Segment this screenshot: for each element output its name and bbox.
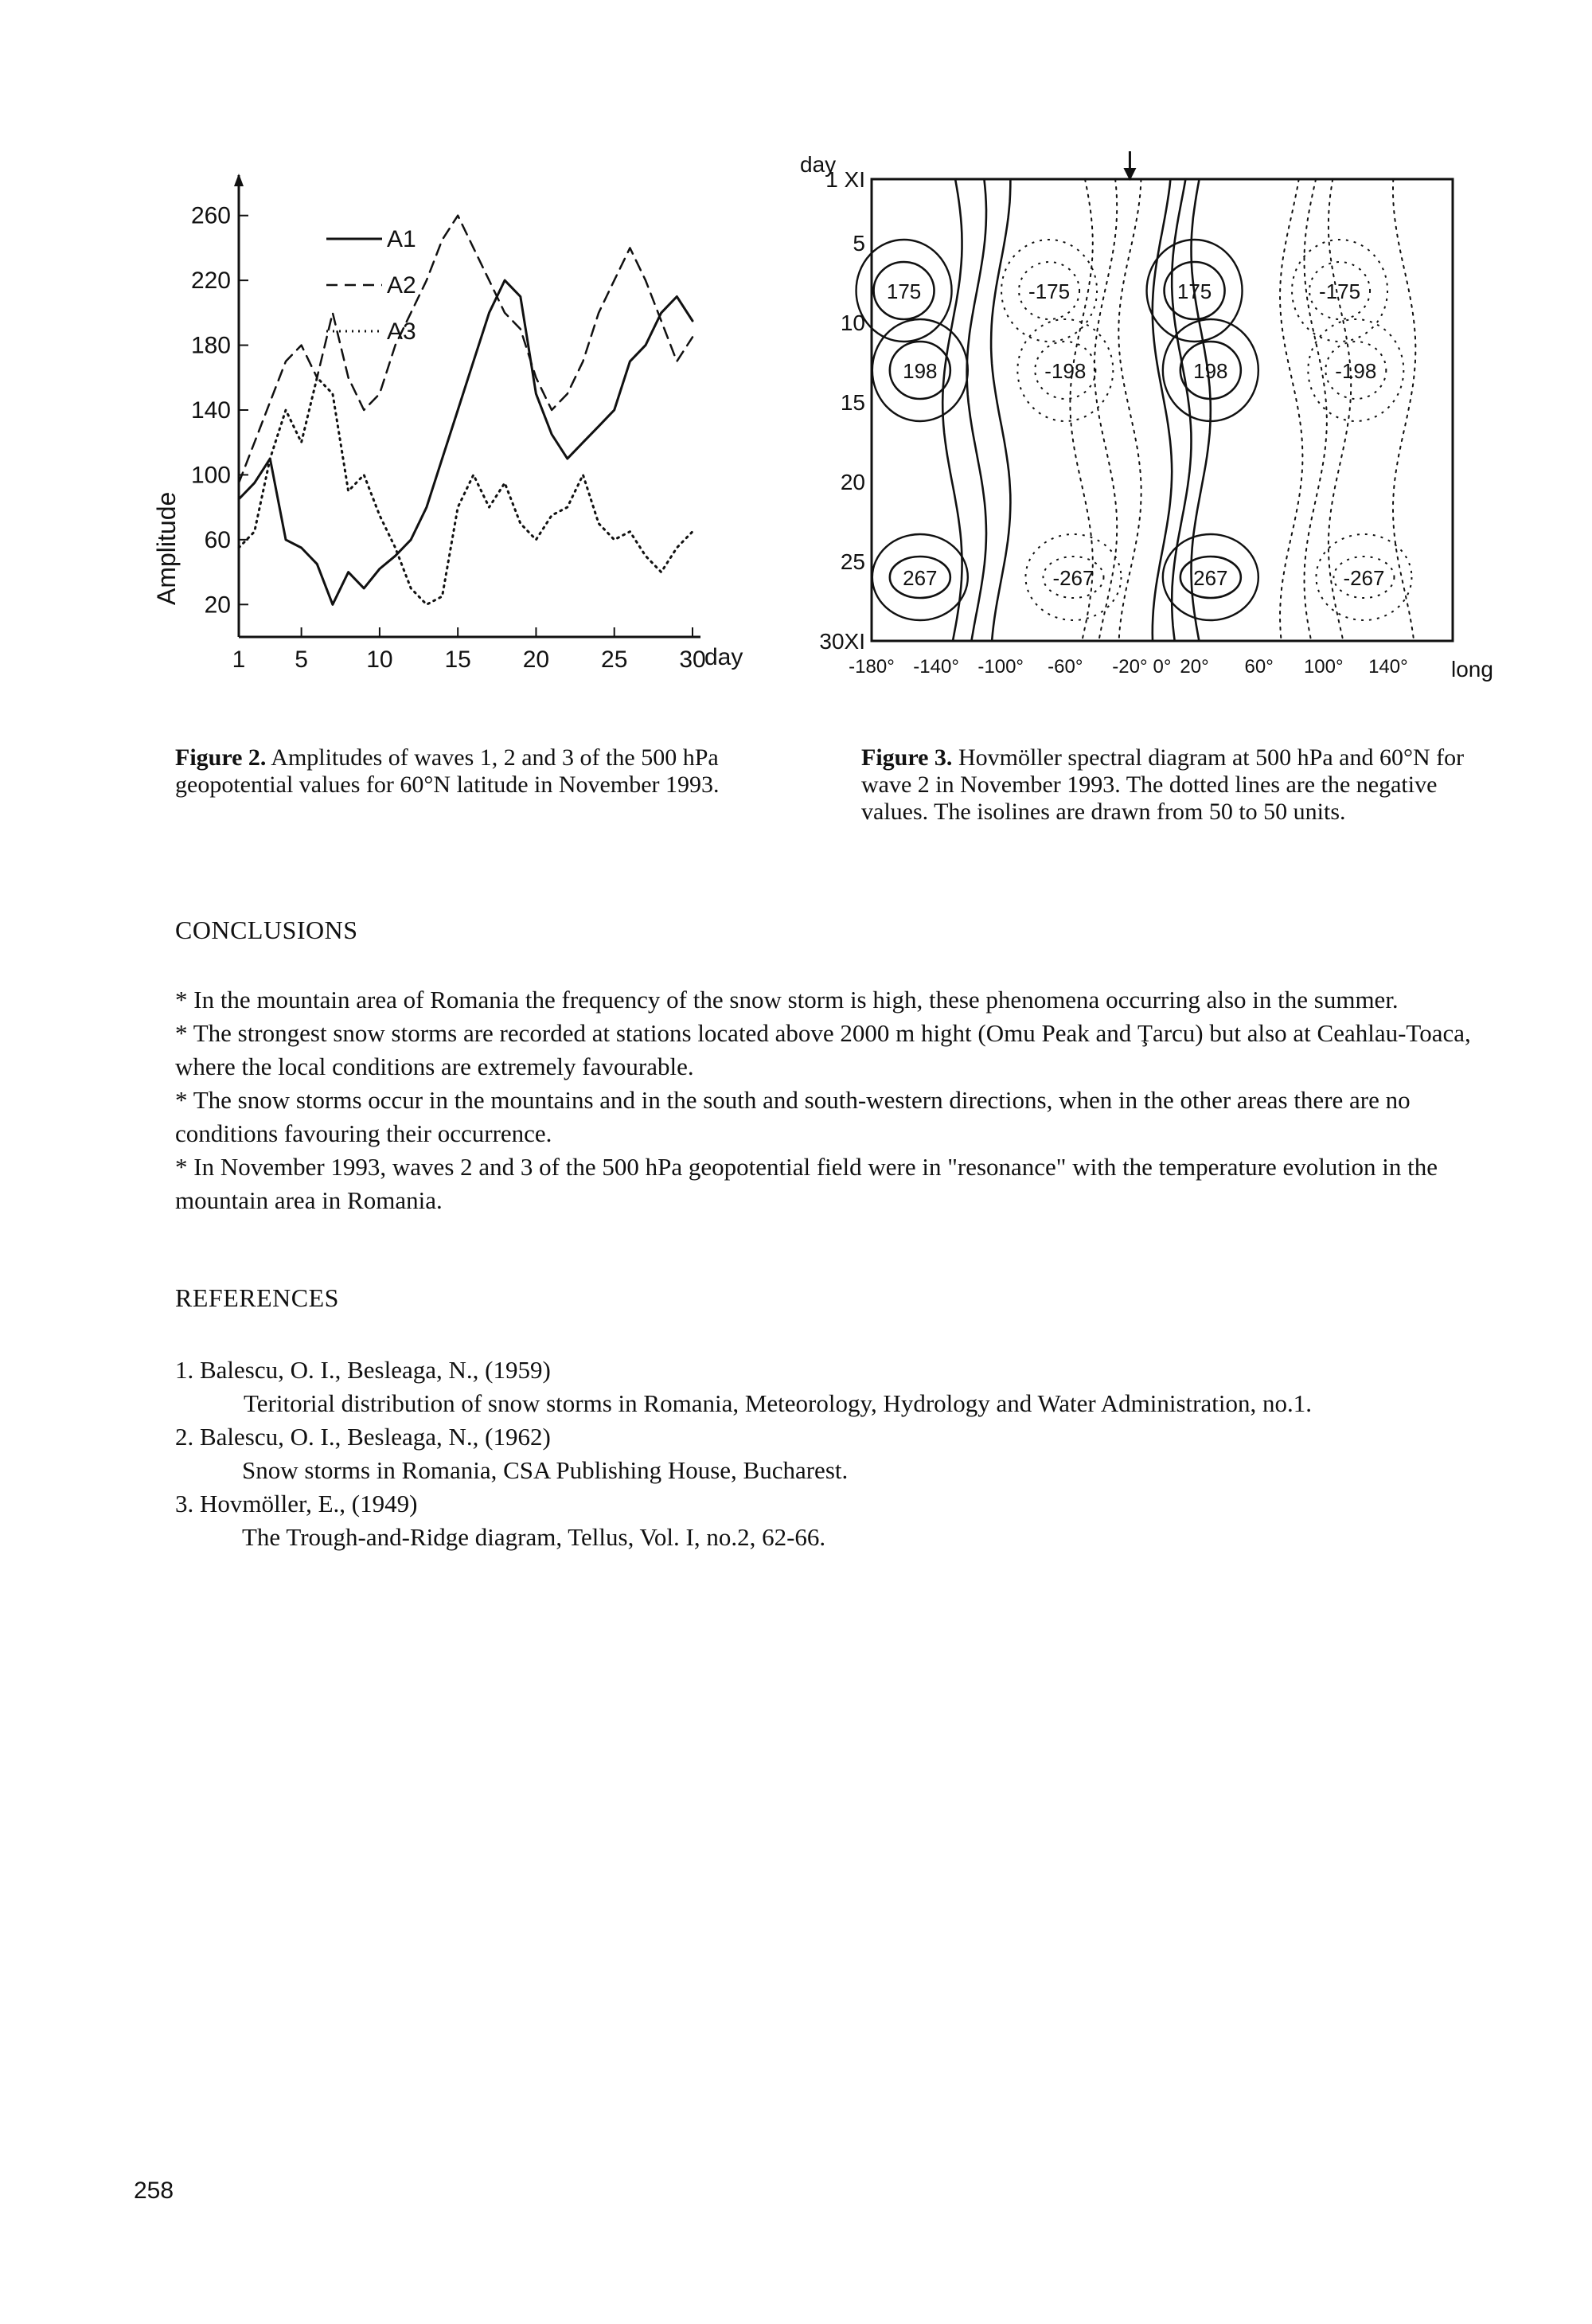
extremum-label: 267 xyxy=(903,566,938,590)
figure-2-chart xyxy=(143,159,772,685)
y-tick-label: 260 xyxy=(190,202,231,229)
chart-series xyxy=(239,216,693,605)
conclusion-item: * In the mountain area of Romania the frequency of the snow storm is high, these phenomena occurring also in the summer. xyxy=(175,986,1399,1014)
x-tick-label: -60° xyxy=(1048,656,1083,678)
y-tick-label: 220 xyxy=(190,268,231,295)
y-tick-label: 180 xyxy=(190,332,231,359)
x-axis-unit: day xyxy=(704,644,743,670)
series-line-a1 xyxy=(239,280,693,604)
contour-lines xyxy=(856,179,1416,641)
x-tick-label: 0° xyxy=(1153,656,1172,678)
figure-2-caption xyxy=(175,744,804,799)
y-tick-label: 1 XI xyxy=(825,167,865,192)
chart-axes xyxy=(234,174,700,637)
figure-3-hovmoller xyxy=(784,151,1500,693)
negative-isoline xyxy=(1393,179,1415,641)
y-tick-label: 15 xyxy=(840,390,865,415)
x-tick-label: 25 xyxy=(601,646,628,673)
y-tick-label: 140 xyxy=(190,397,231,424)
extremum-label: 198 xyxy=(903,359,938,383)
y-tick-label: 60 xyxy=(204,526,231,553)
y-tick-label: 5 xyxy=(853,231,865,256)
positive-isoline xyxy=(991,179,1010,641)
extremum-label: -175 xyxy=(1319,279,1361,303)
conclusions-heading: CONCLUSIONS xyxy=(175,916,358,944)
reference-detail: Teritorial distribution of snow storms in Romania, Meteorology, Hydrology and Water Administration, no.1. xyxy=(244,1389,1312,1417)
legend-label: A2 xyxy=(387,272,416,299)
conclusions-list xyxy=(175,983,1489,1217)
extremum-label: 198 xyxy=(1193,359,1228,383)
y-axis-title: day xyxy=(800,152,837,177)
caption-label: Figure 3. xyxy=(861,744,953,771)
extremum-label: -198 xyxy=(1335,359,1377,383)
hovmoller-svg xyxy=(784,151,1500,693)
reference-detail: The Trough-and-Ridge diagram, Tellus, Vol. I, no.2, 62-66. xyxy=(242,1523,826,1551)
extremum-label: 175 xyxy=(1176,279,1212,303)
y-axis-label: Amplitude xyxy=(152,491,181,605)
conclusion-item: * In November 1993, waves 2 and 3 of the 500 hPa geopotential field were in "resonance" with the temperature evolution in the mountain area in Romania. xyxy=(175,1153,1438,1214)
x-tick-label: 100° xyxy=(1303,656,1344,678)
y-tick-label: 30XI xyxy=(819,629,865,654)
series-line-a2 xyxy=(239,216,693,483)
negative-isoline xyxy=(1094,179,1117,641)
negative-isoline xyxy=(1118,179,1141,641)
amplitude-chart-svg xyxy=(143,159,772,685)
extremum-label: -175 xyxy=(1028,279,1071,303)
reference-detail: Snow storms in Romania, CSA Publishing House, Bucharest. xyxy=(242,1456,849,1484)
caption-text: Hovmöller spectral diagram at 500 hPa and 60°N for wave 2 in November 1993. The dotted lines are the negative values. The isolines are drawn from 50 to 50 units. xyxy=(861,744,1465,825)
x-tick-label: -180° xyxy=(849,656,895,678)
reference-entry: 3. Hovmöller, E., (1949) xyxy=(175,1490,418,1517)
caption-text: Amplitudes of waves 1, 2 and 3 of the 500 hPa geopotential values for 60°N latitude in November 1993. xyxy=(175,744,720,798)
series-line-a3 xyxy=(239,377,693,604)
x-tick-label: 60° xyxy=(1244,656,1274,678)
negative-isoline xyxy=(1305,179,1327,641)
x-tick-label: 10 xyxy=(366,646,393,673)
references-list xyxy=(175,1353,1528,1554)
x-tick-label: -140° xyxy=(913,656,959,678)
legend-label: A1 xyxy=(387,226,416,252)
extremum-label: 267 xyxy=(1193,566,1228,590)
x-tick-label: 20 xyxy=(522,646,550,673)
extremum-label: -267 xyxy=(1343,566,1385,590)
reference-entry: 2. Balescu, O. I., Besleaga, N., (1962) xyxy=(175,1423,551,1451)
positive-isoline xyxy=(942,179,962,641)
y-tick-label: 20 xyxy=(840,470,865,494)
extremum-label: 175 xyxy=(886,279,922,303)
y-tick-label: 25 xyxy=(840,549,865,574)
x-tick-label: 140° xyxy=(1368,656,1408,678)
caption-label: Figure 2. xyxy=(175,744,267,771)
extremum-label: -198 xyxy=(1044,359,1087,383)
conclusion-item: * The snow storms occur in the mountains and in the south and south-western directions, when in the other areas there are no conditions favouring their occurrence. xyxy=(175,1086,1411,1147)
x-axis-unit: long xyxy=(1451,657,1493,682)
references-heading: REFERENCES xyxy=(175,1283,339,1312)
y-tick-label: 10 xyxy=(840,311,865,335)
y-tick-label: 100 xyxy=(190,462,231,489)
x-tick-label: 20° xyxy=(1180,656,1209,678)
page-number: 258 xyxy=(134,2178,174,2204)
x-tick-label: -20° xyxy=(1112,656,1148,678)
x-tick-label: 30 xyxy=(679,646,706,673)
extremum-label: -267 xyxy=(1052,566,1094,590)
x-tick-label: 1 xyxy=(232,646,246,673)
x-tick-label: -100° xyxy=(977,656,1024,678)
legend-label: A3 xyxy=(387,318,416,345)
x-tick-label: 15 xyxy=(444,646,471,673)
y-axis-arrow xyxy=(234,174,244,186)
x-tick-label: 5 xyxy=(295,646,308,673)
positive-isoline xyxy=(967,179,986,641)
chart-legend xyxy=(326,226,416,345)
negative-isoline xyxy=(1280,179,1302,641)
conclusion-item: * The strongest snow storms are recorded at stations located above 2000 m hight (Omu Peak and Ţarcu) but also at Ceahlau-Toaca, where the local conditions are extremely favourable. xyxy=(175,1019,1471,1080)
y-tick-label: 20 xyxy=(204,592,231,619)
reference-entry: 1. Balescu, O. I., Besleaga, N., (1959) xyxy=(175,1356,551,1384)
figure-3-caption xyxy=(861,744,1490,826)
